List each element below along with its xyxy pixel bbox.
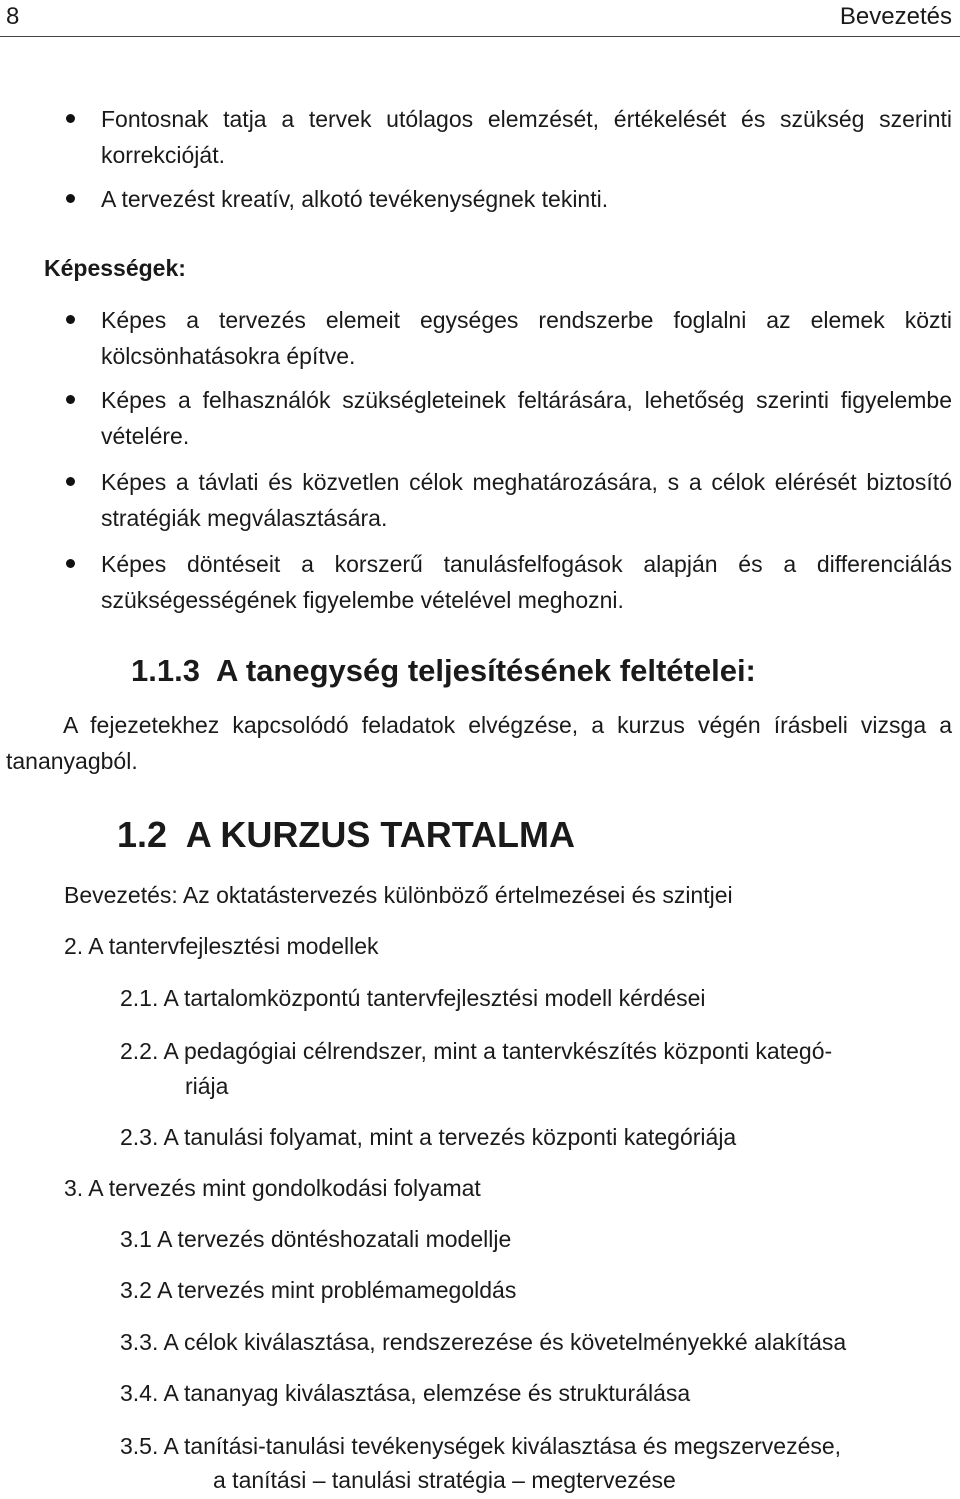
list-item (60, 181, 952, 217)
running-title: Bevezetés (839, 3, 952, 30)
toc-chapter-3-5-cont: a tanítási – tanulási stratégia – megtervezése (213, 1467, 676, 1493)
toc-chapter-3-4: 3.4. A tananyag kiválasztása, elemzése és strukturálása (120, 1380, 691, 1406)
toc-chapter-3: 3. A tervezés mint gondolkodási folyamat (64, 1175, 481, 1201)
list-item-text: Képes a távlati és közvetlen célok meghatározására, s a célok elérését biztosító stratégiák megválasztására. (101, 469, 952, 531)
abilities-label: Képességek: (44, 255, 186, 281)
list-item-text: A tervezést kreatív, alkotó tevékenységnek tekinti. (101, 186, 609, 212)
section-heading-1-1-3: 1.1.3 A tanegység teljesítésének feltételei: (131, 653, 756, 688)
toc-chapter-2-2: 2.2. A pedagógiai célrendszer, mint a tantervkészítés központi kategó- (120, 1038, 833, 1064)
toc-chapter-3-5: 3.5. A tanítási-tanulási tevékenységek kiválasztása és megszervezése, (120, 1433, 842, 1459)
bullet-icon (66, 559, 75, 568)
toc-chapter-2: 2. A tantervfejlesztési modellek (64, 933, 379, 959)
page-number: 8 (6, 3, 20, 30)
list-item (60, 302, 952, 374)
list-item (60, 382, 952, 454)
toc-chapter-2-1: 2.1. A tartalomközpontú tantervfejlesztési modell kérdései (120, 985, 706, 1011)
toc-chapter-2-3: 2.3. A tanulási folyamat, mint a tervezés központi kategóriája (120, 1124, 737, 1150)
bullet-icon (66, 477, 75, 486)
list-item-text: Képes döntéseit a korszerű tanulásfelfogások alapján és a differenciálás szükségességének figyelembe vételével meghozni. (101, 551, 952, 613)
toc-chapter-3-2: 3.2 A tervezés mint problémamegoldás (120, 1277, 517, 1303)
list-item-text: Képes a tervezés elemeit egységes rendszerbe foglalni az elemek közti kölcsönhatásokra építve. (101, 307, 952, 369)
list-item-text: Fontosnak tatja a tervek utólagos elemzését, értékelését és szükség szerinti korrekcióját. (101, 106, 952, 168)
list-item (60, 464, 952, 536)
bullet-icon (66, 114, 75, 123)
list-item (60, 101, 952, 173)
toc-intro: Bevezetés: Az oktatástervezés különböző értelmezései és szintjei (64, 882, 733, 908)
page-header (0, 0, 960, 37)
bullet-icon (66, 395, 75, 404)
toc-chapter-2-2-cont: riája (185, 1073, 229, 1099)
list-item (60, 546, 952, 618)
list-item-text: Képes a felhasználók szükségleteinek feltárására, lehetőség szerinti figyelembe vételére. (101, 387, 952, 449)
bullet-icon (66, 315, 75, 324)
bullet-icon (66, 194, 75, 203)
toc-chapter-3-1: 3.1 A tervezés döntéshozatali modellje (120, 1226, 512, 1252)
requirements-paragraph: A fejezetekhez kapcsolódó feladatok elvégzése, a kurzus végén írásbeli vizsga a tananyagból. (6, 712, 952, 774)
section-heading-1-2: 1.2 A KURZUS TARTALMA (117, 814, 575, 855)
toc-chapter-3-3: 3.3. A célok kiválasztása, rendszerezése és követelményekké alakítása (120, 1329, 847, 1355)
